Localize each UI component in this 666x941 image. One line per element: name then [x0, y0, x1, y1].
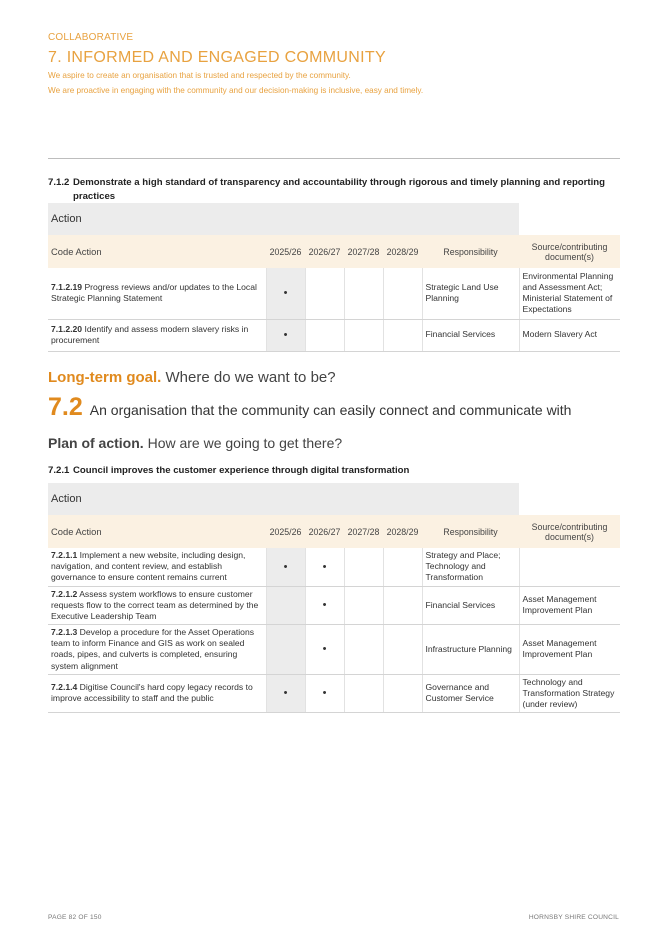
year-1-marker: • — [266, 319, 305, 351]
responsibility: Financial Services — [422, 319, 519, 351]
action-code: 7.2.1.1 — [51, 550, 78, 560]
action-text: Digitise Council's hard copy legacy records to improve accessibility to staff and the public — [51, 682, 253, 704]
action-code: 7.2.1.4 — [51, 682, 78, 693]
col-year-1: 2025/26 — [266, 515, 305, 548]
year-3-marker — [344, 319, 383, 351]
year-3-marker — [344, 548, 383, 586]
long-term-goal-label — [48, 369, 336, 386]
responsibility: Strategy and Place; Technology and Transformation — [422, 548, 519, 586]
action-table-7-2-1 — [48, 483, 620, 713]
strategy-7-1-2-heading — [48, 176, 618, 204]
col-source: Source/contributing document(s) — [519, 515, 620, 548]
year-1-marker: • — [266, 268, 305, 319]
action-text: Implement a new website, including design, navigation, and content review, and establish governance to ensure content remains current — [51, 550, 246, 583]
year-4-marker — [383, 548, 422, 586]
source-document — [519, 548, 620, 586]
col-code-action: Code Action — [48, 235, 266, 268]
table-row — [48, 268, 620, 319]
col-year-3: 2027/28 — [344, 235, 383, 268]
action-text: Identify and assess modern slavery risks in procurement — [51, 323, 249, 345]
row-action — [48, 625, 266, 675]
goal-text: An organisation that the community can easily connect and communicate with — [89, 402, 572, 418]
action-table-7-1-2 — [48, 203, 620, 352]
goal-number: 7.2 — [48, 393, 83, 421]
responsibility: Governance and Customer Service — [422, 674, 519, 713]
action-code: 7.2.1.2 — [51, 588, 78, 599]
year-4-marker — [383, 319, 422, 351]
header-divider — [48, 158, 620, 159]
row-action — [48, 548, 266, 586]
year-4-marker — [383, 625, 422, 675]
table-column-headers — [48, 235, 620, 268]
strategy-number: 7.2.1 — [48, 465, 70, 476]
responsibility: Strategic Land Use Planning — [422, 268, 519, 319]
table-title-spacer — [519, 483, 620, 515]
row-action — [48, 319, 266, 351]
year-2-marker: • — [305, 586, 344, 625]
col-year-1: 2025/26 — [266, 235, 305, 268]
section-aspiration-line-1: We aspire to create an organisation that is trusted and respected by the community. — [48, 71, 351, 80]
responsibility: Financial Services — [422, 586, 519, 625]
strategy-number: 7.1.2 — [48, 177, 70, 188]
action-text: Progress reviews and/or updates to the Local Strategic Planning Statement — [51, 282, 257, 304]
section-title: 7. INFORMED AND ENGAGED COMMUNITY — [48, 49, 386, 66]
year-3-marker — [344, 674, 383, 713]
year-4-marker — [383, 586, 422, 625]
table-row — [48, 586, 620, 625]
table-column-headers — [48, 515, 620, 548]
col-source: Source/contributing document(s) — [519, 235, 620, 268]
col-code-action: Code Action — [48, 515, 266, 548]
plan-label-bold: Plan of action. — [48, 435, 144, 451]
plan-label-light: How are we going to get there? — [147, 435, 343, 451]
year-1-marker — [266, 586, 305, 625]
table-action-label: Action — [48, 203, 519, 235]
table-row — [48, 674, 620, 713]
row-action — [48, 674, 266, 713]
col-year-2: 2026/27 — [305, 235, 344, 268]
table-row — [48, 548, 620, 586]
action-text: Assess system workflows to ensure customer requests flow to the correct team as determined by the Executive Leadership Team — [51, 588, 259, 621]
col-responsibility: Responsibility — [422, 515, 519, 548]
goal-7-2 — [48, 393, 571, 422]
strategy-7-2-1-heading — [48, 464, 618, 478]
responsibility: Infrastructure Planning — [422, 625, 519, 675]
year-2-marker: • — [305, 625, 344, 675]
year-1-marker: • — [266, 674, 305, 713]
year-4-marker — [383, 268, 422, 319]
action-code: 7.1.2.20 — [51, 323, 83, 334]
year-2-marker — [305, 319, 344, 351]
source-document: Environmental Planning and Assessment Act; Ministerial Statement of Expectations — [519, 268, 620, 319]
row-action — [48, 268, 266, 319]
source-document: Asset Management Improvement Plan — [519, 586, 620, 625]
row-action — [48, 586, 266, 625]
goal-label-light: Where do we want to be? — [165, 369, 336, 386]
action-code: 7.2.1.3 — [51, 627, 78, 638]
strategy-text: Council improves the customer experience through digital transformation — [73, 465, 410, 476]
col-year-3: 2027/28 — [344, 515, 383, 548]
page-number: PAGE 82 OF 150 — [48, 914, 102, 921]
source-document: Modern Slavery Act — [519, 319, 620, 351]
year-3-marker — [344, 625, 383, 675]
table-title-row — [48, 483, 620, 515]
year-3-marker — [344, 586, 383, 625]
year-2-marker — [305, 268, 344, 319]
col-year-4: 2028/29 — [383, 235, 422, 268]
year-3-marker — [344, 268, 383, 319]
col-responsibility: Responsibility — [422, 235, 519, 268]
source-document: Asset Management Improvement Plan — [519, 625, 620, 675]
organisation-name: HORNSBY SHIRE COUNCIL — [528, 914, 619, 921]
year-2-marker: • — [305, 674, 344, 713]
section-category: COLLABORATIVE — [48, 32, 134, 43]
plan-of-action-label — [48, 435, 342, 451]
year-1-marker: • — [266, 548, 305, 586]
col-year-2: 2026/27 — [305, 515, 344, 548]
action-code: 7.1.2.19 — [51, 282, 83, 293]
goal-label-bold: Long-term goal. — [48, 369, 162, 386]
table-row — [48, 625, 620, 675]
col-year-4: 2028/29 — [383, 515, 422, 548]
strategy-text-continued: practices — [73, 190, 116, 202]
section-aspiration-line-2: We are proactive in engaging with the community and our decision-making is inclusive, easy and timely. — [48, 86, 424, 95]
source-document: Technology and Transformation Strategy (under review) — [519, 674, 620, 713]
table-row — [48, 319, 620, 351]
year-1-marker — [266, 625, 305, 675]
table-action-label: Action — [48, 483, 519, 515]
action-text: Develop a procedure for the Asset Operations team to inform Finance and GIS as work on sealed roads, pipes, and culverts is completed, ensuring system alignment — [51, 627, 255, 671]
year-2-marker: • — [305, 548, 344, 586]
year-4-marker — [383, 674, 422, 713]
strategy-text: Demonstrate a high standard of transparency and accountability through rigorous and timely planning and reporting — [73, 177, 605, 188]
table-title-row — [48, 203, 620, 235]
table-title-spacer — [519, 203, 620, 235]
